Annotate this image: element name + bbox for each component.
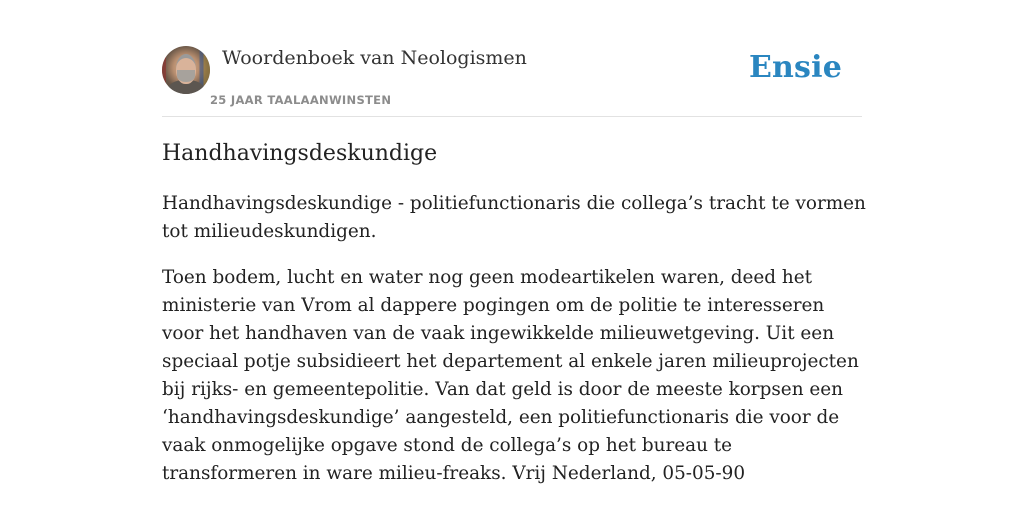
author-avatar[interactable] xyxy=(162,46,210,94)
dictionary-subtitle: 25 JAAR TAALAANWINSTEN xyxy=(210,93,392,107)
page-title: Handhavingsdeskundige xyxy=(162,141,438,166)
ensie-logo-link[interactable]: Ensie xyxy=(748,50,842,85)
avatar-beard xyxy=(177,70,195,82)
quote-paragraph: Toen bodem, lucht en water nog geen modeartikelen waren, deed het ministerie van Vrom al dappere pogingen om de politie te interesseren voor het handhaven van de vaak ingewikkelde milieuwetgeving. Uit een speciaal potje subsidieert het departement al enkele jaren milieuprojecten bij rijks- en gemeentepolitie. Van dat geld is door de meeste korpsen een ‘handhavingsdeskundige’ aangesteld, een politiefunctionaris die voor de vaak onmogelijke opgave stond de collega’s op het bureau te transformeren in ware milieu-freaks. Vrij Nederland, 05-05-90 xyxy=(162,267,859,484)
dictionary-title-link[interactable]: Woordenboek van Neologismen xyxy=(222,47,527,69)
article-content xyxy=(162,136,867,506)
page-header xyxy=(162,46,862,117)
definition-paragraph: Handhavingsdeskundige - politiefunctionaris die collega’s tracht te vormen tot milieudeskundigen. xyxy=(162,193,866,242)
